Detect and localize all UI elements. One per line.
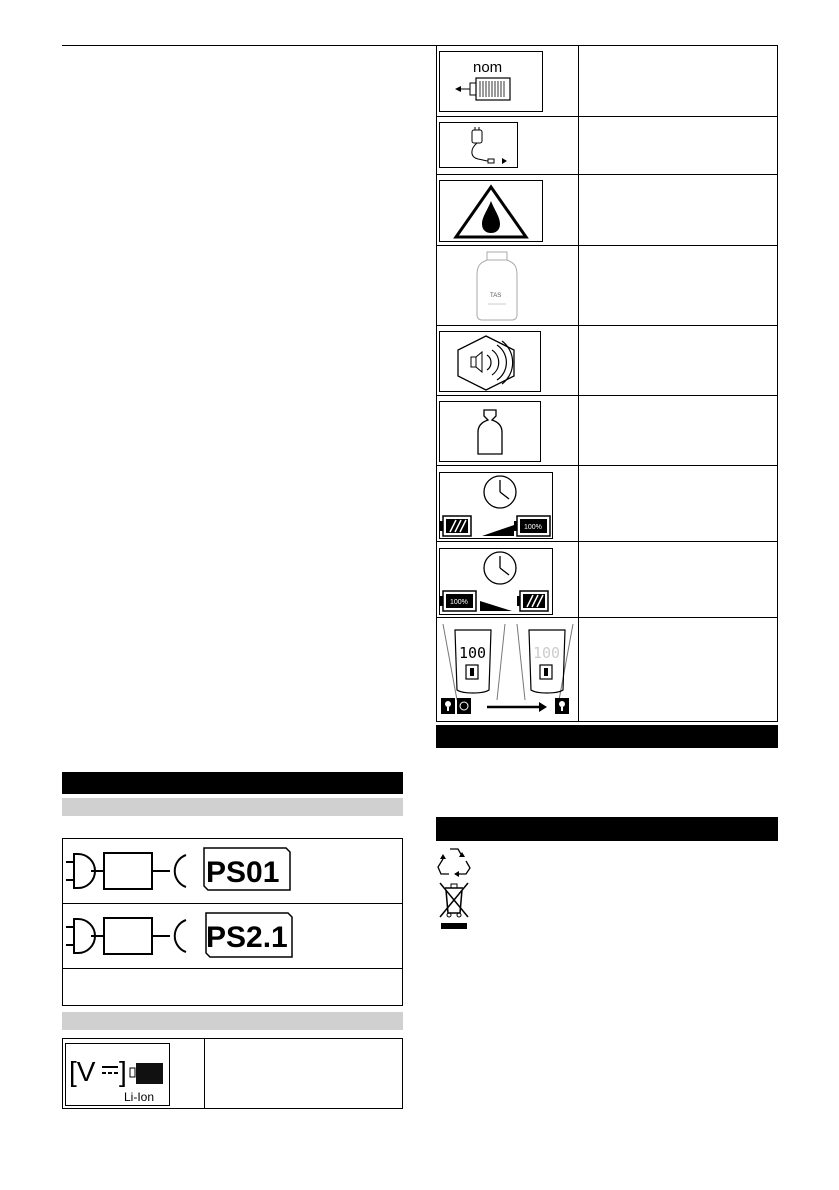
symbol-row-divider [436, 541, 778, 542]
svg-text:]: ] [119, 1056, 127, 1087]
plug-row-2 [64, 905, 364, 967]
oil-warning-icon [440, 181, 542, 241]
motor-nom-icon-box [439, 51, 543, 112]
tank-icon-box [439, 249, 543, 322]
plug-row-divider-2 [62, 968, 403, 969]
charge-full-label: 100% [524, 524, 542, 531]
voltage-icon-box [65, 1043, 170, 1106]
symbol-row-divider [436, 395, 778, 396]
sound-power-icon [440, 332, 540, 392]
symbol-row-divider [436, 465, 778, 466]
runtime-icon-box [439, 548, 553, 615]
tank-icon [439, 249, 543, 322]
runtime-icon [440, 549, 553, 615]
charger-icon [440, 123, 518, 168]
weight-icon [440, 402, 540, 462]
plug-adapter-icon [64, 905, 364, 967]
plug-adapter-icon [64, 840, 364, 902]
subsection-bar-1 [62, 798, 403, 816]
recycle-icon [437, 845, 471, 877]
plug-label-2: PS2.1 [206, 921, 288, 954]
plug-row-divider-1 [62, 903, 403, 904]
recycle-icon-box [437, 845, 471, 877]
section-header-left [62, 772, 403, 794]
voltage-table-divider [204, 1038, 205, 1109]
display-light-icon [439, 620, 577, 718]
display-light-icon-box [439, 620, 577, 718]
weight-icon-box [439, 401, 541, 462]
sound-power-icon-box [439, 331, 541, 392]
oil-warning-icon-box [439, 180, 543, 242]
symbol-row-divider [436, 325, 778, 326]
charge-time-icon-box [439, 472, 553, 539]
display-value-dim: 100 [533, 644, 561, 662]
motor-nom-icon [440, 52, 542, 112]
battery-voltage-icon [66, 1044, 170, 1106]
subsection-bar-2 [62, 1012, 403, 1030]
crossed-bin-icon [437, 879, 471, 931]
display-value: 100 [459, 644, 487, 662]
plug-label-1: PS01 [206, 856, 280, 889]
battery-type-label: Li-Ion [124, 1090, 155, 1104]
crossed-bin-icon-box [437, 879, 471, 931]
runtime-full-label: 100% [450, 599, 468, 606]
symbol-row-divider [436, 245, 778, 246]
symbol-row-divider [436, 617, 778, 618]
section-header-right-2 [436, 817, 778, 841]
symbol-row-divider [436, 116, 778, 117]
charge-time-icon [440, 473, 553, 539]
tank-brand: TAS [490, 293, 502, 299]
plug-row-1 [64, 840, 364, 902]
symbol-table-col-divider [578, 45, 579, 722]
symbol-row-divider [436, 174, 778, 175]
section-header-right-1 [436, 725, 778, 748]
motor-label: nom [473, 59, 503, 76]
volt-symbol: [V [69, 1056, 96, 1087]
charger-icon-box [439, 122, 518, 168]
